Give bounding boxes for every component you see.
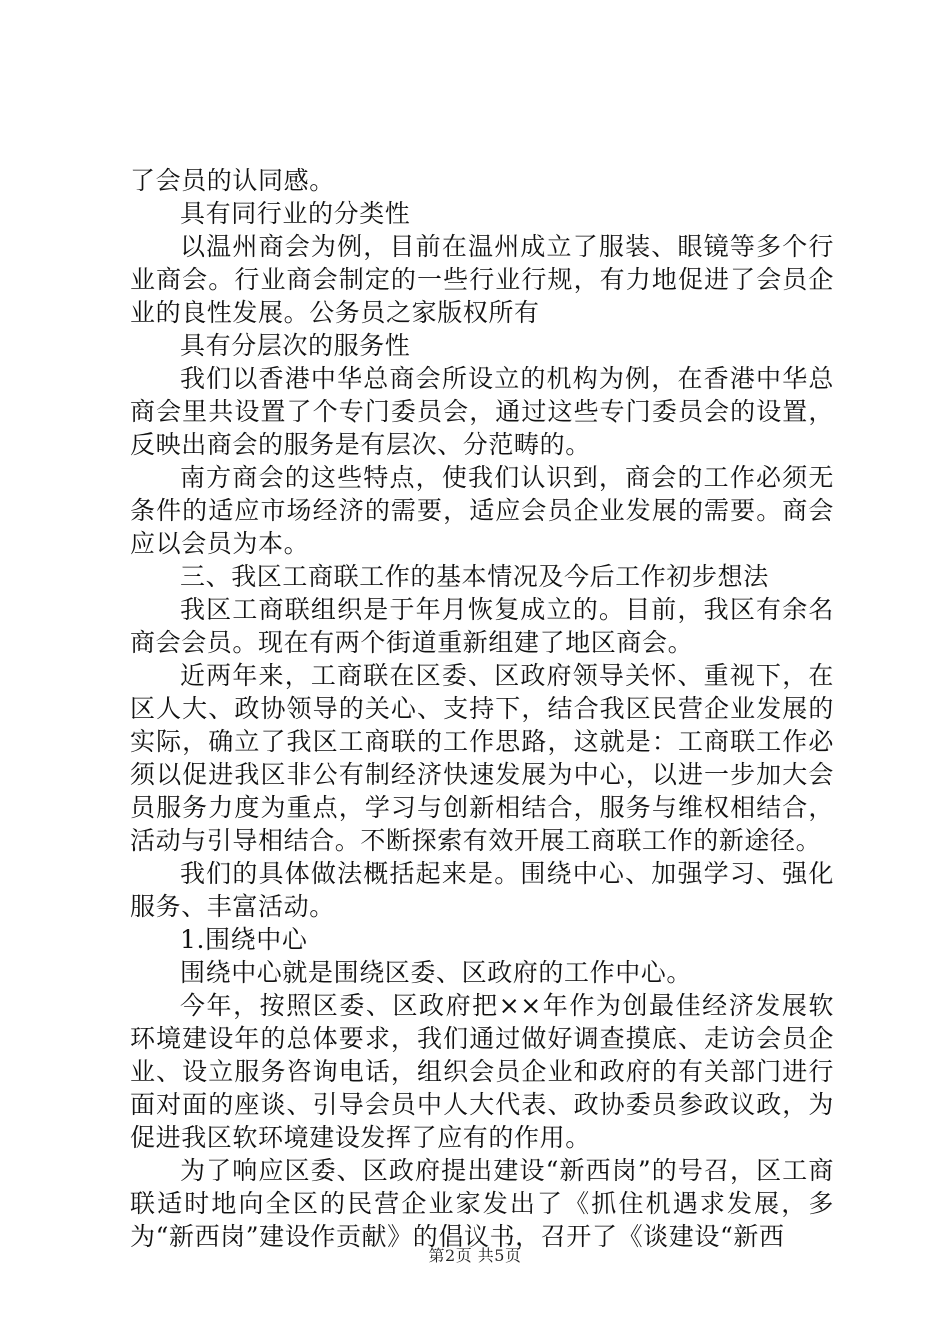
section-heading: 具有同行业的分类性 [180,199,411,228]
paragraph: 我们以香港中华总商会所设立的机构为例，在香港中华总商会里共设置了个专门委员会，通过这些专门委员会的设置，反映出商会的服务是有层次、分范畴的。 [130,364,834,459]
section-heading: 三、我区工商联工作的基本情况及今后工作初步想法 [180,562,769,591]
document-body [130,164,834,1253]
paragraph: 今年，按照区委、区政府把××年作为创最佳经济发展软环境建设年的总体要求，我们通过做好调查摸底、走访会员企业、设立服务咨询电话，组织会员企业和政府的有关部门进行面对面的座谈、引导会员中人大代表、政协委员参政议政，为促进我区软环境建设发挥了应有的作用。 [130,991,834,1152]
paragraph: 近两年来，工商联在区委、区政府领导关怀、重视下，在区人大、政协领导的关心、支持下，结合我区民营企业发展的实际，确立了我区工商联的工作思路，这就是：工商联工作必须以促进我区非公有制经济快速发展为中心，以进一步加大会员服务力度为重点，学习与创新相结合，服务与维权相结合，活动与引导相结合。不断探索有效开展工商联工作的新途径。 [130,661,834,855]
paragraph: 南方商会的这些特点，使我们认识到，商会的工作必须无条件的适应市场经济的需要，适应会员企业发展的需要。商会应以会员为本。 [130,463,834,558]
paragraph: 围绕中心就是围绕区委、区政府的工作中心。 [180,958,693,987]
paragraph: 我们的具体做法概括起来是。围绕中心、加强学习、强化服务、丰富活动。 [130,859,834,921]
page-number-footer: 第2页 共5页 [428,1246,522,1265]
paragraph: 了会员的认同感。 [130,166,335,195]
paragraph: 以温州商会为例，目前在温州成立了服装、眼镜等多个行业商会。行业商会制定的一些行业行规，有力地促进了会员企业的良性发展。公务员之家版权所有 [130,232,834,327]
paragraph: 我区工商联组织是于年月恢复成立的。目前，我区有余名商会会员。现在有两个街道重新组建了地区商会。 [130,595,834,657]
section-heading: 具有分层次的服务性 [180,331,411,360]
section-heading: 1.围绕中心 [180,925,308,954]
paragraph: 为了响应区委、区政府提出建设“新西岗”的号召，区工商联适时地向全区的民营企业家发出了《抓住机遇求发展，多为“新西岗”建设作贡献》的倡议书，召开了《谈建设“新西 [130,1156,834,1251]
